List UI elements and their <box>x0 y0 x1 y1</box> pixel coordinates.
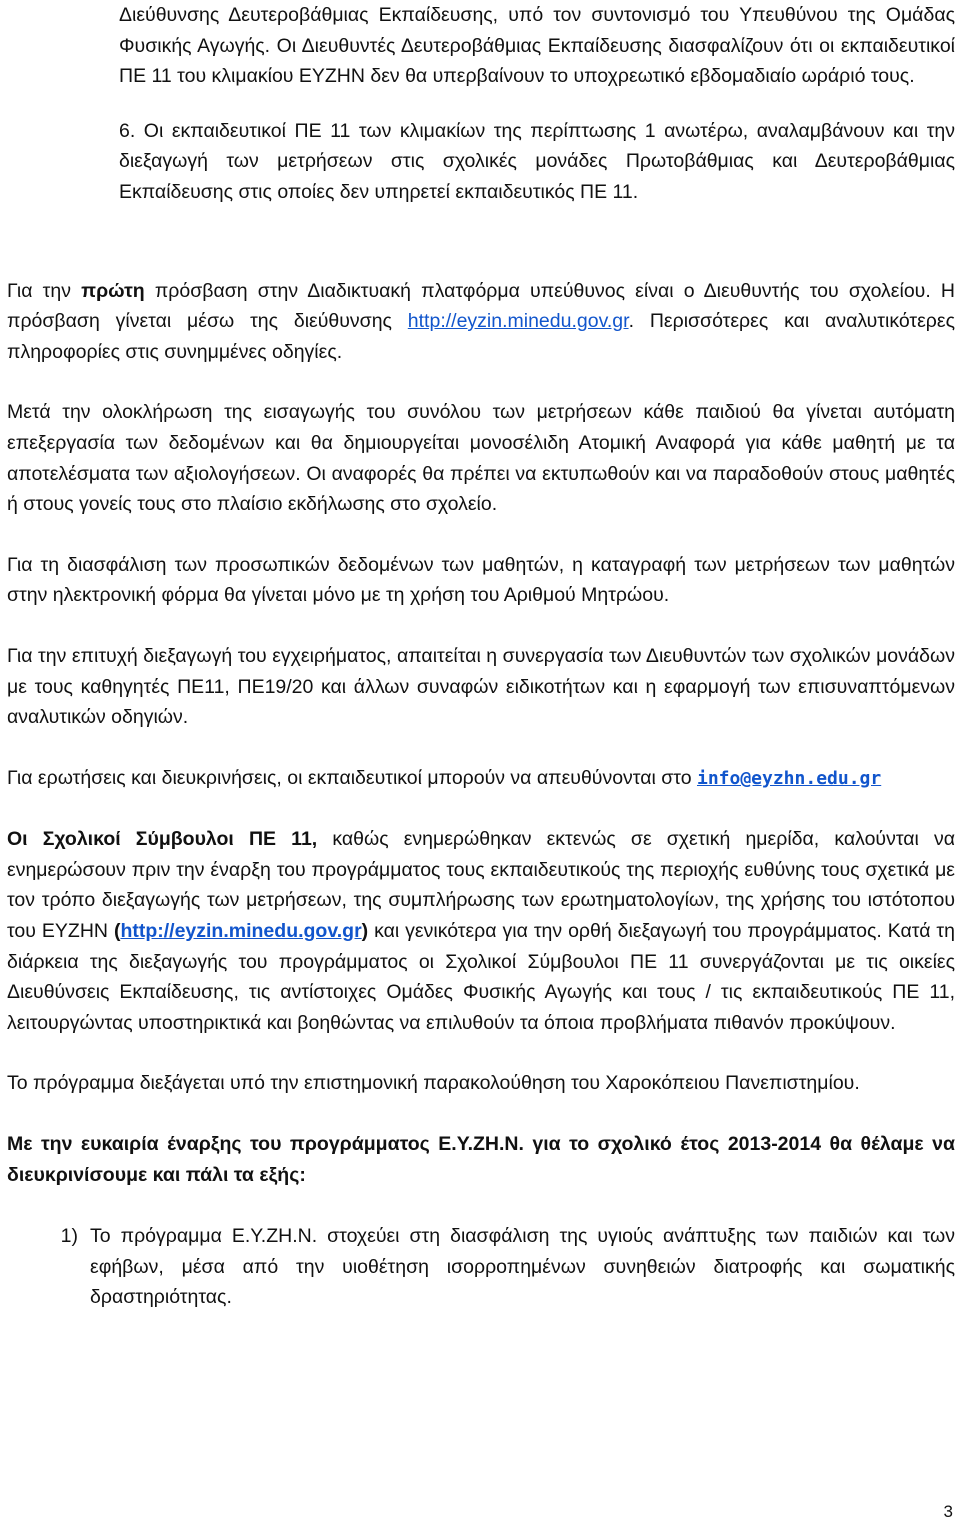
paragraph-clarifications: Με την ευκαιρία έναρξης του προγράμματος Ε.Υ.ΖΗ.Ν. για το σχολικό έτος 2013-2014 θα θέλαμε να διευκρινίσουμε και πάλι τα εξής: <box>7 1133 955 1186</box>
platform-link-2[interactable]: http://eyzin.minedu.gov.gr <box>120 920 362 943</box>
text: Για ερωτήσεις και διευκρινήσεις, οι εκπαιδευτικοί μπορούν να απευθύνονται στο <box>7 766 697 789</box>
paragraph-questions <box>7 763 955 795</box>
page-content <box>7 0 955 1313</box>
list-text: Το πρόγραμμα Ε.Υ.ΖΗ.Ν. στοχεύει στη διασφάλιση της υγιούς ανάπτυξης των παιδιών και των εφήβων, μέσα από την υιοθέτηση ισορροπημένων συνηθειών διατροφής και σωματικής δραστηριότητας. <box>90 1225 955 1309</box>
paragraph-cooperation: Για την επιτυχή διεξαγωγή του εγχειρήματος, απαιτείται η συνεργασία των Διευθυντών των σχολικών μονάδων με τους καθηγητές ΠΕ11, ΠΕ19/20 και άλλων συναφών ειδικοτήτων και η εφαρμογή των επισυναπτόμενων αναλυτικών οδηγιών. <box>7 644 955 729</box>
text: και γενικότερα για την ορθή διεξαγωγή του προγράμματος. Κατά τη διάρκεια της διεξαγωγής του προγράμματος οι Σχολικοί Σύμβουλοι ΠΕ 11 συνεργάζονται με τις οικείες Διευθύνσεις Εκπαίδευσης, τις αντίστοιχες Ομάδες Φυσικής Αγωγής και τους / τις εκπαιδευτικούς ΠΕ 11, λειτουργώντας υποστηρικτικά και βοηθώντας να επιλυθούν τα όποια προβλήματα πιθανόν προκύψουν. <box>7 920 955 1034</box>
text: πρόσβαση στην Διαδικτυακή πλατφόρμα υπεύθυνος είναι ο Διευθυντής του σχολείου. Η πρόσβαση γίνεται μέσω της διεύθυνσης <box>7 279 955 333</box>
page-number: 3 <box>943 1502 953 1521</box>
platform-link[interactable]: http://eyzin.minedu.gov.gr <box>407 310 629 333</box>
email-link[interactable]: info@eyzhn.edu.gr <box>696 767 882 789</box>
paragraph-harokopio: Το πρόγραμμα διεξάγεται υπό την επιστημονική παρακολούθηση του Χαροκόπειου Πανεπιστημίου. <box>7 1072 860 1095</box>
paren-close: ) <box>361 920 369 943</box>
paragraph-school-advisors <box>7 824 955 1038</box>
list-number: 1) <box>60 1225 78 1248</box>
paragraph-directorate: Διεύθυνσης Δευτεροβάθμιας Εκπαίδευσης, υπό τον συντονισμό του Υπευθύνου της Ομάδας Φυσικής Αγωγής. Οι Διευθυντές Δευτεροβάθμιας Εκπαίδευσης διασφαλίζουν ότι οι εκπαιδευτικοί ΠΕ 11 του κλιμακίου ΕΥΖΗΝ δεν θα υπερβαίνουν το υποχρεωτικό εβδομαδιαίο ωράριό τους. <box>119 4 955 88</box>
paren-open: ( <box>113 920 121 943</box>
text: . Περισσότερες και αναλυτικότερες πληροφορίες στις συνημμένες οδηγίες. <box>7 310 955 363</box>
text: καθώς ενημερώθηκαν εκτενώς σε σχετική ημερίδα, καλούνται να ενημερώσουν πριν την έναρξη του προγράμματος τους εκπαιδευτικούς της περιοχής ευθύνης τους σχετικά με τον τρόπο διεξαγωγής των μετρήσεων, της συμπλήρωσης των ερωτηματολογίων, της χρήσης του ιστότοπου του ΕΥΖΗΝ <box>7 828 955 943</box>
paragraph-first-access <box>7 276 955 368</box>
bold-first: πρώτη <box>81 279 145 302</box>
paragraph-individual-report: Μετά την ολοκλήρωση της εισαγωγής του συνόλου των μετρήσεων κάθε παιδιού θα γίνεται αυτόματη επεξεργασία των δεδομένων και θα δημιουργείται μονοσέλιδη Ατομική Αναφορά για κάθε μαθητή με τα αποτελέσματα των αξιολογήσεων. Οι αναφορές θα πρέπει να εκτυπωθούν και να παραδοθούν στους μαθητές ή στους γονείς τους στο πλαίσιο εκδήλωσης στο σχολείο. <box>7 401 955 516</box>
text: Για την <box>7 279 82 302</box>
paragraph-item-6: 6. Οι εκπαιδευτικοί ΠΕ 11 των κλιμακίων της περίπτωσης 1 ανωτέρω, αναλαμβάνουν και την διεξαγωγή των μετρήσεων στις σχολικές μονάδες Πρωτοβάθμιας και Δευτεροβάθμιας Εκπαίδευσης στις οποίες δεν υπηρετεί εκπαιδευτικός ΠΕ 11. <box>119 119 955 203</box>
bold-advisors: Οι Σχολικοί Σύμβουλοι ΠΕ 11, <box>7 828 318 851</box>
paragraph-data-protection: Για τη διασφάλιση των προσωπικών δεδομένων των μαθητών, η καταγραφή των μετρήσεων των μαθητών στην ηλεκτρονική φόρμα θα γίνεται μόνο με τη χρήση του Αριθμού Μητρώου. <box>7 553 955 607</box>
list-item <box>7 1221 955 1313</box>
